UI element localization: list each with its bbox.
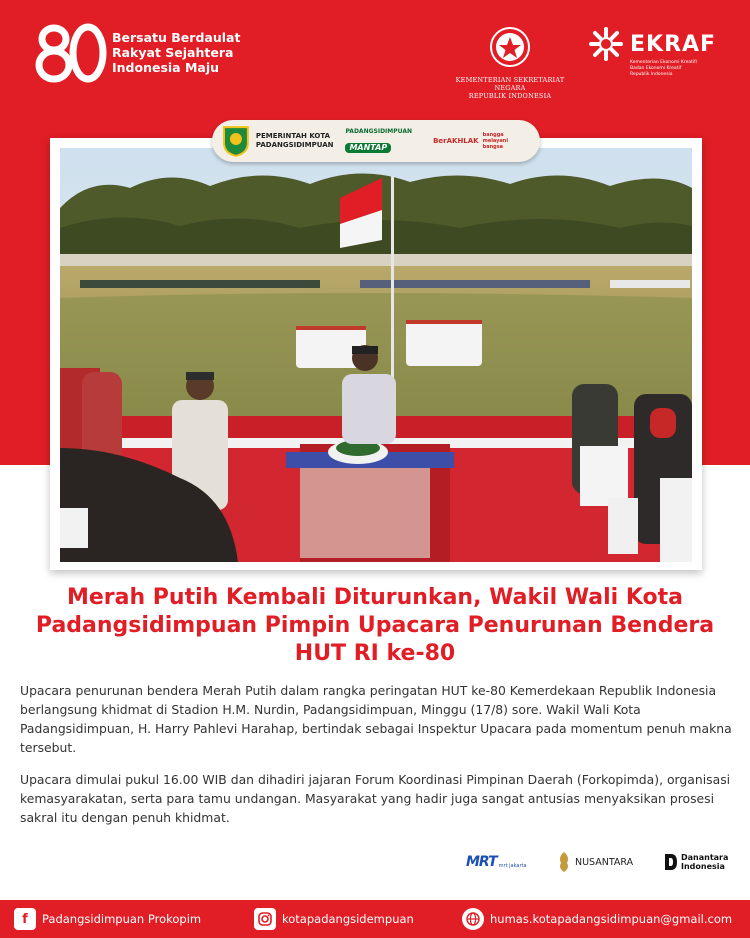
ekraf-subtitle: Kementerian Ekonomi Kreatif/ Badan Ekonomi Kreatif Republik Indonesia	[630, 60, 698, 77]
footer-bar	[0, 900, 750, 938]
kemensetneg-emblem-icon	[489, 26, 531, 68]
partner-logos	[0, 848, 750, 878]
bangga-melayani-logo: bangga melayani bangsa	[482, 132, 509, 150]
hut-80-tagline: Bersatu Berdaulat Rakyat Sejahtera Indonesia Maju	[112, 30, 241, 75]
partner-logo-pill	[212, 120, 540, 162]
globe-icon	[462, 908, 484, 930]
psp-mantap-logo: PADANGSIDIMPUAN MANTAP	[345, 128, 413, 152]
pemkot-label: PEMERINTAH KOTA PADANGSIDIMPUAN	[255, 132, 334, 149]
mrt-jakarta-logo: MRT mrt jakarta	[466, 854, 527, 870]
hut-80-logo	[34, 22, 108, 84]
danantara-logo: Danantara Indonesia	[664, 853, 728, 871]
danantara-d-icon	[664, 853, 678, 871]
berakhlak-logo: BerAKHLAK	[433, 137, 479, 145]
ekraf-logo	[588, 26, 716, 78]
facebook-handle: Padangsidimpuan Prokopim	[42, 912, 202, 926]
nusantara-logo: NUSANTARA	[557, 851, 633, 873]
ekraf-name: EKRAF	[630, 31, 717, 57]
instagram-icon	[254, 908, 276, 930]
email-address: humas.kotapadangsidimpuan@gmail.com	[490, 912, 733, 926]
nusantara-emblem-icon	[557, 851, 571, 873]
ceremony-photo	[60, 148, 692, 562]
footer-facebook[interactable]	[14, 908, 201, 930]
article-paragraph-2: Upacara dimulai pukul 16.00 WIB dan dihadiri jajaran Forum Koordinasi Pimpinan Daerah (Forkopimda), organisasi kemasyarakatan, serta para tamu undangan. Masyarakat yang hadir juga sangat antusias menyaksikan prosesi sakral itu dengan penuh khidmat.	[20, 772, 731, 825]
ekraf-mark-icon	[588, 26, 624, 62]
article-paragraph-1: Upacara penurunan bendera Merah Putih dalam rangka peringatan HUT ke-80 Kemerdekaan Republik Indonesia berlangsung khidmat di Stadion H.M. Nurdin, Padangsidimpuan, Minggu (17/8) sore. Wakil Wali Kota Padangsidimpuan, H. Harry Pahlevi Harahap, bertindak sebagai Inspektur Upacara pada momentum penuh makna tersebut.	[20, 683, 732, 755]
instagram-handle: kotapadangsidempuan	[282, 912, 414, 926]
kemensetneg-logo: KEMENTERIAN SEKRETARIAT NEGARA REPUBLIK INDONESIA	[440, 26, 580, 100]
article-headline: Merah Putih Kembali Diturunkan, Wakil Wali Kota Padangsidimpuan Pimpin Upacara Penurunan Bendera HUT RI ke-80	[35, 585, 715, 666]
pemkot-shield-icon	[222, 125, 250, 157]
facebook-icon: f	[14, 908, 36, 930]
footer-email[interactable]	[462, 908, 732, 930]
footer-instagram[interactable]	[254, 908, 414, 930]
